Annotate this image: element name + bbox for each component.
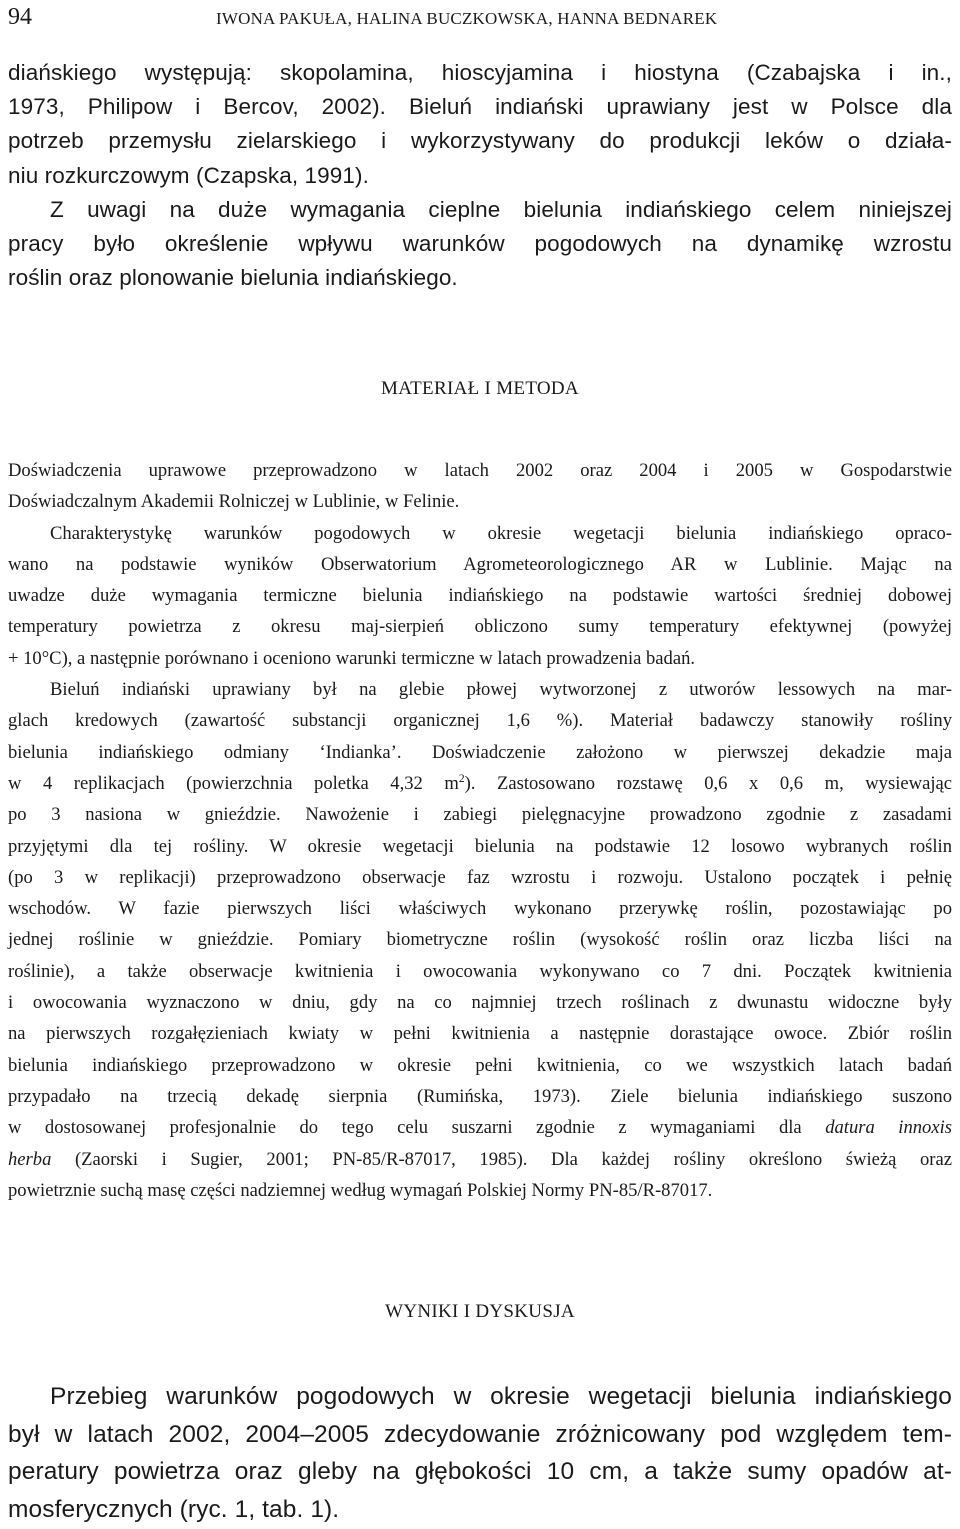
author-running-head: IWONA PAKUŁA, HALINA BUCZKOWSKA, HANNA BEDNAREK [216,9,718,28]
text-line: i owocowania wyznaczono w dniu, gdy na co najmniej trzech roślinach z dwunastu widoczne były [8,992,952,1014]
page-number: 94 [8,4,32,30]
intro-paragraph-2 [8,193,952,296]
text-line: (po 3 w replikacji) przeprowadzono obserwacje faz wzrostu i rozwoju. Ustalono początek i pełnię [8,866,952,888]
text-line: Przebieg warunków pogodowych w okresie wegetacji bielunia indiańskiego [50,1383,952,1410]
text-line: przyjętymi dla tej rośliny. W okresie wegetacji bielunia na podstawie 12 losowo wybranych roślin [8,835,952,857]
text-line: peratury powietrza oraz gleby na głębokości 10 cm, a także sumy opadów at- [8,1458,952,1486]
latin-name-italic: datura innoxis [825,1117,953,1139]
methods-section [8,455,952,1206]
text-run: ). Zastosowano rozstawę 0,6 x 0,6 m, wysiewając [464,772,952,794]
methods-paragraph-1 [8,455,952,518]
text-run: (Zaorski i Sugier, 2001; PN-85/R-87017, 1985). Dla każdej rośliny określono świeżą oraz [51,1148,952,1170]
text-run: w 4 replikacjach (powierzchnia poletka 4,32 m [8,772,459,794]
text-line: mosferycznych (ryc. 1, tab. 1). [8,1496,340,1524]
text-line: uwadze duże wymagania termiczne bielunia indiańskiego na podstawie wartości średniej dobowej [8,585,952,607]
text-line: Charakterystykę warunków pogodowych w okresie wegetacji bielunia indiańskiego opraco- [50,522,952,544]
running-header [8,2,948,34]
text-line: Doświadczenia uprawowe przeprowadzono w latach 2002 oraz 2004 i 2005 w Gospodarstwie [8,460,952,481]
text-line: bielunia indiańskiego odmiany ‘Indianka’. Doświadczenie założono w pierwszej dekadzie maja [8,741,952,763]
text-line: pracy było określenie wpływu warunków pogodowych na dynamikę wzrostu [8,231,952,257]
text-line: roślin oraz plonowanie bielunia indiańskiego. [8,265,458,291]
text-line: Z uwagi na duże wymagania cieplne bielunia indiańskiego celem niniejszej [50,196,952,222]
text-line: przypadało na trzecią dekadę sierpnia (Rumińska, 1973). Ziele bielunia indiańskiego suszono [8,1085,952,1107]
results-paragraph-1 [8,1378,952,1529]
text-line: niu rozkurczowym (Czapska, 1991). [8,162,369,188]
text-line: diańskiego występują: skopolamina, hioscyjamina i hiostyna (Czabajska i in., [8,60,952,85]
text-line: był w latach 2002, 2004–2005 zdecydowanie zróżnicowany pod względem tem- [8,1420,952,1448]
section-heading-results: WYNIKI I DYSKUSJA [385,1301,575,1322]
text-line: potrzeb przemysłu zielarskiego i wykorzystywany do produkcji leków o działa- [8,128,952,154]
text-line: jednej roślinie w gnieździe. Pomiary biometryczne roślin (wysokość roślin oraz liczba liści na [8,929,952,951]
methods-paragraph-2 [8,518,952,674]
text-line: Bieluń indiański uprawiany był na glebie płowej wytworzonej z utworów lessowych na mar- [50,679,952,701]
text-line: powietrznie suchą masę części nadziemnej według wymagań Polskiej Normy PN-85/R-87017. [8,1179,713,1201]
results-section [8,1378,952,1529]
latin-name-italic: herba [8,1148,52,1170]
text-line: na pierwszych rozgałęzieniach kwiaty w pełni kwitnienia a następnie dorastające owoce. Zbiór roślin [8,1023,952,1045]
text-line: wano na podstawie wyników Obserwatorium Agrometeorologicznego AR w Lublinie. Mając na [8,553,952,575]
text-line-with-italic [8,1144,952,1175]
text-line: bielunia indiańskiego przeprowadzono w okresie pełni kwitnienia, co we wszystkich latach badań [8,1054,952,1076]
methods-paragraph-3 [8,674,952,1206]
section-heading-materials: MATERIAŁ I METODA [381,378,579,399]
text-line: 1973, Philipow i Bercov, 2002). Bieluń indiański uprawiany jest w Polsce dla [8,94,952,120]
text-line: temperatury powietrza z okresu maj-sierpień obliczono sumy temperatury efektywnej (powyżej [8,616,952,638]
text-line: po 3 nasiona w gnieździe. Nawożenie i zabiegi pielęgnacyjne prowadzono zgodnie z zasadami [8,804,952,826]
text-run: w dostosowanej profesjonalnie do tego celu suszarni zgodnie z wymaganiami dla [8,1117,826,1139]
text-line: + 10°C), a następnie porównano i oceniono warunki termiczne w latach prowadzenia badań. [8,647,696,669]
text-line-with-superscript [8,768,952,799]
area-unit-superscript: 2 [458,772,465,785]
intro-section [8,56,952,295]
intro-paragraph-1 [8,56,952,193]
text-line: glach kredowych (zawartość substancji organicznej 1,6 %). Materiał badawczy stanowiły rośliny [8,710,952,732]
text-line-with-italic [8,1112,952,1143]
text-line: Doświadczalnym Akademii Rolniczej w Lublinie, w Felinie. [8,491,460,513]
text-line: wschodów. W fazie pierwszych liści właściwych wykonano przerywkę roślin, pozostawiając po [8,898,952,920]
text-line: roślinie), a także obserwacje kwitnienia i owocowania wykonywano co 7 dni. Początek kwitnienia [8,960,952,982]
